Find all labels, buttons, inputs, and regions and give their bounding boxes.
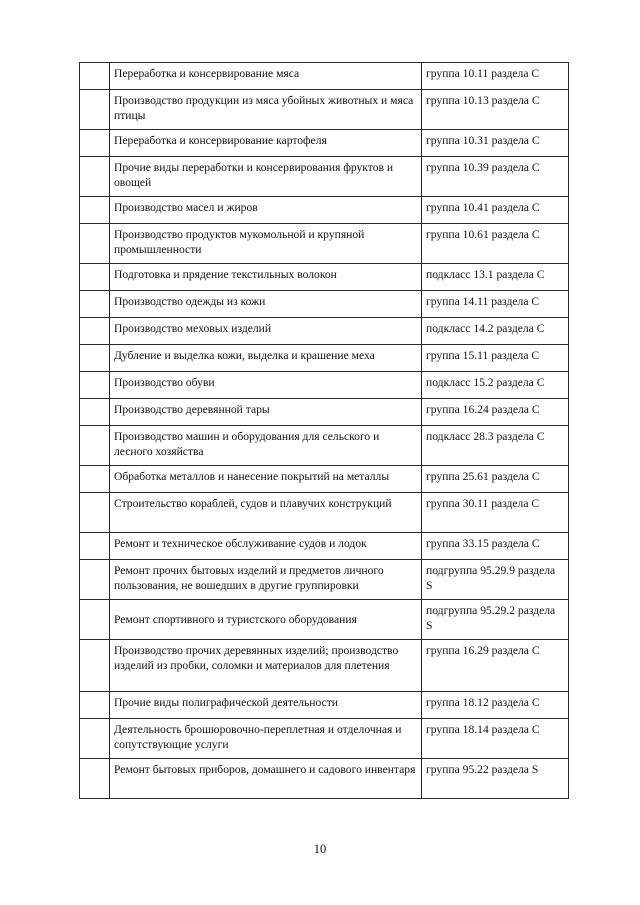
table-row xyxy=(80,533,569,560)
table-row xyxy=(80,493,569,533)
blank-cell xyxy=(80,90,110,130)
activity-name-cell: Подготовка и прядение текстильных волокон xyxy=(110,264,422,291)
classifier-code-cell: подгруппа 95.29.9 раздела S xyxy=(422,560,569,600)
table-row xyxy=(80,719,569,759)
activity-name-cell: Переработка и консервирование картофеля xyxy=(110,130,422,157)
blank-cell xyxy=(80,224,110,264)
table-row xyxy=(80,600,569,640)
activity-name-cell: Прочие виды переработки и консервирования фруктов и овощей xyxy=(110,157,422,197)
activity-name-cell: Производство одежды из кожи xyxy=(110,291,422,318)
blank-cell xyxy=(80,372,110,399)
classifier-code-cell: группа 10.31 раздела С xyxy=(422,130,569,157)
table-row xyxy=(80,264,569,291)
activity-name-cell: Ремонт прочих бытовых изделий и предметов личного пользования, не вошедших в другие группировки xyxy=(110,560,422,600)
table-row xyxy=(80,560,569,600)
table-row xyxy=(80,759,569,799)
table-row xyxy=(80,426,569,466)
blank-cell xyxy=(80,719,110,759)
blank-cell xyxy=(80,197,110,224)
classifier-code-cell: группа 10.41 раздела С xyxy=(422,197,569,224)
blank-cell xyxy=(80,426,110,466)
blank-cell xyxy=(80,600,110,640)
classifier-code-cell: группа 18.12 раздела С xyxy=(422,692,569,719)
table-row xyxy=(80,291,569,318)
activity-name-cell: Производство обуви xyxy=(110,372,422,399)
classifier-code-cell: группа 33.15 раздела С xyxy=(422,533,569,560)
blank-cell xyxy=(80,63,110,90)
activity-name-cell: Ремонт и техническое обслуживание судов и лодок xyxy=(110,533,422,560)
activity-name-cell: Деятельность брошюровочно-переплетная и отделочная и сопутствующие услуги xyxy=(110,719,422,759)
activity-name-cell: Обработка металлов и нанесение покрытий на металлы xyxy=(110,466,422,493)
table-row xyxy=(80,224,569,264)
classifier-code-cell: группа 10.39 раздела С xyxy=(422,157,569,197)
classifier-code-cell: группа 10.11 раздела С xyxy=(422,63,569,90)
table-row xyxy=(80,63,569,90)
table-row xyxy=(80,197,569,224)
blank-cell xyxy=(80,345,110,372)
classifier-code-cell: группа 16.29 раздела С xyxy=(422,640,569,692)
table-row xyxy=(80,318,569,345)
blank-cell xyxy=(80,318,110,345)
table-row xyxy=(80,157,569,197)
table-row xyxy=(80,345,569,372)
blank-cell xyxy=(80,560,110,600)
activity-name-cell: Производство продукции из мяса убойных животных и мяса птицы xyxy=(110,90,422,130)
activity-name-cell: Ремонт бытовых приборов, домашнего и садового инвентаря xyxy=(110,759,422,799)
activity-name-cell: Ремонт спортивного и туристского оборудования xyxy=(110,600,422,640)
classifier-code-cell: подкласс 13.1 раздела С xyxy=(422,264,569,291)
activity-codes-table xyxy=(79,62,569,799)
classifier-code-cell: группа 16.24 раздела С xyxy=(422,399,569,426)
table-row xyxy=(80,692,569,719)
activity-name-cell: Прочие виды полиграфической деятельности xyxy=(110,692,422,719)
activity-name-cell: Производство масел и жиров xyxy=(110,197,422,224)
blank-cell xyxy=(80,640,110,692)
blank-cell xyxy=(80,533,110,560)
classifier-code-cell: группа 25.61 раздела С xyxy=(422,466,569,493)
table-row xyxy=(80,640,569,692)
blank-cell xyxy=(80,692,110,719)
table-row xyxy=(80,399,569,426)
table-row xyxy=(80,372,569,399)
table-row xyxy=(80,90,569,130)
classifier-code-cell: группа 95.22 раздела S xyxy=(422,759,569,799)
blank-cell xyxy=(80,157,110,197)
classifier-code-cell: группа 30.11 раздела С xyxy=(422,493,569,533)
blank-cell xyxy=(80,493,110,533)
page-number: 10 xyxy=(313,842,327,856)
activity-name-cell: Производство меховых изделий xyxy=(110,318,422,345)
activity-name-cell: Переработка и консервирование мяса xyxy=(110,63,422,90)
table-row xyxy=(80,130,569,157)
blank-cell xyxy=(80,264,110,291)
classifier-code-cell: группа 10.61 раздела С xyxy=(422,224,569,264)
classifier-code-cell: подкласс 28.3 раздела С xyxy=(422,426,569,466)
table-row xyxy=(80,466,569,493)
blank-cell xyxy=(80,759,110,799)
activity-name-cell: Производство прочих деревянных изделий; производство изделий из пробки, соломки и материалов для плетения xyxy=(110,640,422,692)
table-body xyxy=(80,63,569,799)
blank-cell xyxy=(80,291,110,318)
classifier-code-cell: подгруппа 95.29.2 раздела S xyxy=(422,600,569,640)
classifier-code-cell: группа 14.11 раздела С xyxy=(422,291,569,318)
activity-name-cell: Производство деревянной тары xyxy=(110,399,422,426)
classifier-code-cell: группа 18.14 раздела С xyxy=(422,719,569,759)
blank-cell xyxy=(80,399,110,426)
classifier-code-cell: группа 10.13 раздела С xyxy=(422,90,569,130)
classifier-code-cell: подкласс 15.2 раздела С xyxy=(422,372,569,399)
classifier-code-cell: группа 15.11 раздела С xyxy=(422,345,569,372)
activity-name-cell: Производство продуктов мукомольной и крупяной промышленности xyxy=(110,224,422,264)
blank-cell xyxy=(80,466,110,493)
blank-cell xyxy=(80,130,110,157)
classifier-code-cell: подкласс 14.2 раздела С xyxy=(422,318,569,345)
activity-name-cell: Дубление и выделка кожи, выделка и крашение меха xyxy=(110,345,422,372)
activity-name-cell: Строительство кораблей, судов и плавучих конструкций xyxy=(110,493,422,533)
activity-name-cell: Производство машин и оборудования для сельского и лесного хозяйства xyxy=(110,426,422,466)
